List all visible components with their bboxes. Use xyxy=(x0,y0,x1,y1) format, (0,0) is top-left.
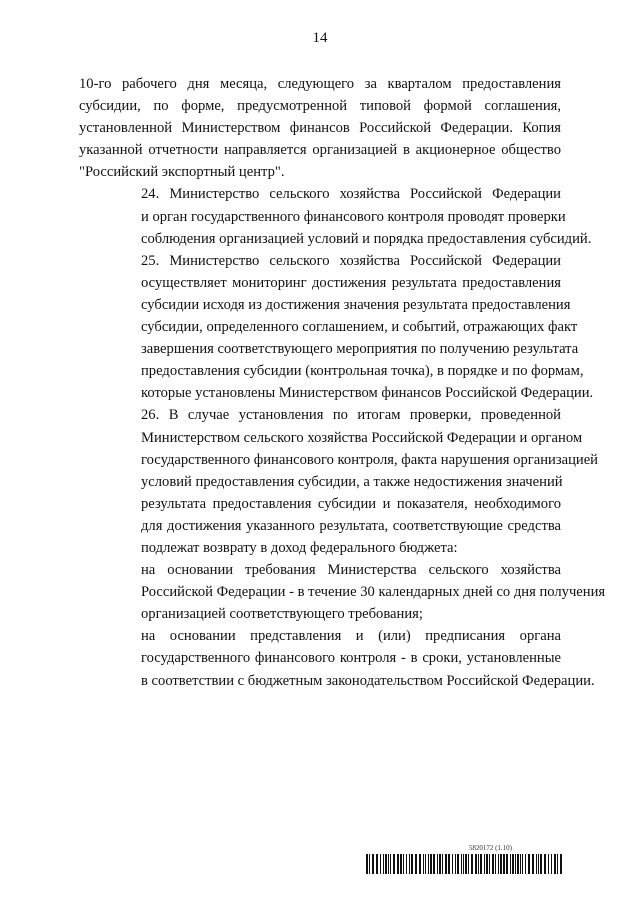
barcode-bar xyxy=(369,854,370,874)
barcode-bar xyxy=(525,854,526,874)
barcode-bar xyxy=(448,854,450,874)
barcode-bar xyxy=(397,854,399,874)
barcode-bar xyxy=(439,854,441,874)
page-number: 14 xyxy=(312,30,328,46)
barcode-bar xyxy=(489,854,490,874)
barcode-bar xyxy=(403,854,404,874)
barcode-bar xyxy=(560,854,562,874)
barcode-bar xyxy=(475,854,477,874)
text-line: субсидии, по форме, предусмотренной типовой формой соглашения, xyxy=(79,98,561,115)
barcode-icon xyxy=(366,854,562,874)
barcode-bar xyxy=(455,854,456,874)
barcode-bar xyxy=(522,854,523,874)
paragraph-24 xyxy=(79,183,592,249)
barcode-bar xyxy=(380,854,381,874)
barcode-bar xyxy=(520,854,521,874)
paragraph-continuation xyxy=(79,73,561,183)
text-line: субсидии, определенного соглашением, и событий, отражающих факт xyxy=(141,319,578,336)
paragraph-26 xyxy=(79,404,598,559)
paragraph-25 xyxy=(79,250,594,405)
paragraph-26-subitem-1 xyxy=(79,559,606,625)
barcode-bar xyxy=(498,854,499,874)
barcode-bar xyxy=(430,854,432,874)
text-line: в соответствии с бюджетным законодательством Российской Федерации. xyxy=(141,672,595,689)
barcode-bar xyxy=(433,854,435,874)
barcode-bar xyxy=(425,854,426,874)
text-line: осуществляет мониторинг достижения результата предоставления xyxy=(141,274,561,291)
text-line: соблюдения организацией условий и порядка предоставления субсидий. xyxy=(141,230,592,247)
barcode-bar xyxy=(390,854,391,874)
barcode-bar xyxy=(445,854,447,874)
barcode-bar xyxy=(544,854,546,874)
text-line: государственного финансового контроля, факта нарушения организацией xyxy=(141,451,598,468)
paragraph-26-subitem-2 xyxy=(79,625,595,691)
barcode-bar xyxy=(515,854,516,874)
barcode-bar xyxy=(463,854,464,874)
text-line: субсидии исходя из достижения значения результата предоставления xyxy=(141,296,571,313)
barcode-bar xyxy=(484,854,485,874)
barcode-bar xyxy=(538,854,539,874)
barcode-bar xyxy=(372,854,374,874)
barcode-bar xyxy=(517,854,519,874)
barcode-bar xyxy=(366,854,368,874)
text-line: на основании представления и (или) предписания органа xyxy=(141,628,561,645)
text-line: завершения соответствующего мероприятия по получению результата xyxy=(141,341,579,358)
barcode-bar xyxy=(423,854,424,874)
text-line: результата предоставления субсидии и показателя, необходимого xyxy=(141,495,561,512)
barcode-bar xyxy=(452,854,453,874)
barcode-bar xyxy=(465,854,467,874)
barcode-bar xyxy=(557,854,558,874)
barcode-bar xyxy=(506,854,508,874)
text-line: указанной отчетности направляется организацией в акционерное общество xyxy=(79,142,561,159)
text-line: на основании требования Министерства сельского хозяйства xyxy=(141,562,561,579)
text-line: организацией соответствующего требования; xyxy=(141,606,423,623)
text-line: Министерством сельского хозяйства Российской Федерации и органом xyxy=(141,429,583,446)
barcode-bar xyxy=(428,854,429,874)
text-line: Российской Федерации - в течение 30 календарных дней со дня получения xyxy=(141,584,606,601)
barcode-bar xyxy=(512,854,514,874)
document-body xyxy=(79,73,606,692)
barcode-bar xyxy=(548,854,549,874)
barcode-bar xyxy=(376,854,378,874)
barcode-bar xyxy=(411,854,413,874)
barcode-bar xyxy=(480,854,482,874)
barcode-bar xyxy=(461,854,462,874)
barcode-bar xyxy=(385,854,387,874)
text-line: 26. В случае установления по итогам проверки, проведенной xyxy=(141,407,561,424)
text-line: условий предоставления субсидии, а также недостижения значений xyxy=(141,473,563,490)
barcode-bar xyxy=(554,854,556,874)
text-line: установленной Министерством финансов Российской Федерации. Копия xyxy=(79,120,561,137)
barcode-bar xyxy=(500,854,502,874)
barcode-bar xyxy=(388,854,389,874)
barcode-bar xyxy=(442,854,443,874)
document-code: 5820172 (1.10) xyxy=(468,844,512,852)
barcode-bar xyxy=(503,854,505,874)
text-line: "Российский экспортный центр". xyxy=(79,164,285,181)
text-line: подлежат возврату в доход федерального бюджета: xyxy=(141,539,458,556)
text-line: и орган государственного финансового контроля проводят проверки xyxy=(141,208,566,225)
barcode-bar xyxy=(383,854,384,874)
text-line: которые установлены Министерством финансов Российской Федерации. xyxy=(141,385,594,402)
barcode-bar xyxy=(471,854,473,874)
barcode-bar xyxy=(551,854,552,874)
text-line: 10-го рабочего дня месяца, следующего за кварталом предоставления xyxy=(79,76,561,92)
barcode-bar xyxy=(393,854,395,874)
barcode-bar xyxy=(532,854,534,874)
barcode-bar xyxy=(540,854,542,874)
barcode-bar xyxy=(495,854,496,874)
barcode-bar xyxy=(468,854,469,874)
text-line: предоставления субсидии (контрольная точка), в порядке и по формам, xyxy=(141,363,584,380)
barcode-bar xyxy=(409,854,410,874)
barcode-bar xyxy=(478,854,479,874)
barcode-bar xyxy=(457,854,459,874)
barcode-bar xyxy=(492,854,494,874)
barcode-bar xyxy=(528,854,530,874)
barcode-bar xyxy=(536,854,537,874)
barcode-bar xyxy=(510,854,511,874)
barcode-bar xyxy=(437,854,438,874)
text-line: для достижения указанного результата, соответствующие средства xyxy=(141,517,561,534)
barcode-bar xyxy=(406,854,407,874)
text-line: 25. Министерство сельского хозяйства Российской Федерации xyxy=(141,252,561,269)
text-line: 24. Министерство сельского хозяйства Российской Федерации xyxy=(141,186,561,203)
barcode-bar xyxy=(419,854,421,874)
text-line: государственного финансового контроля - в сроки, установленные xyxy=(141,650,561,667)
barcode-bar xyxy=(400,854,402,874)
barcode-bar xyxy=(486,854,488,874)
barcode-bar xyxy=(415,854,417,874)
